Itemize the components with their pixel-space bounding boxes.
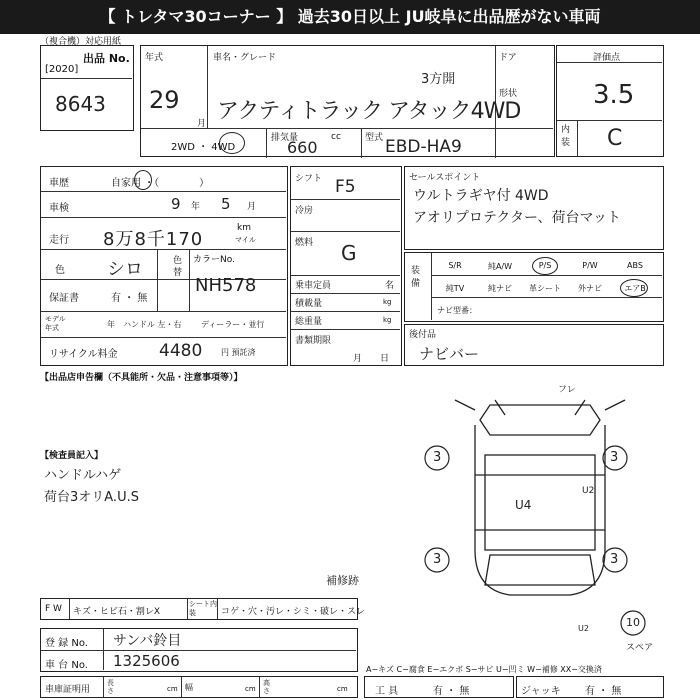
inspection-month-unit: 月 — [247, 202, 257, 212]
inspector-line1: ハンドルハゲ — [44, 468, 122, 483]
equip-navi: 純ナビ — [488, 284, 512, 293]
fw-label: F W — [45, 604, 62, 614]
tire-rear-right: 3 — [610, 552, 619, 567]
recycle-label: リサイクル料金 — [49, 349, 118, 360]
drive-label: 2WD ・ 4WD — [171, 142, 236, 153]
equip-leather: 革シート — [529, 284, 561, 293]
mid-info-box — [290, 166, 408, 366]
fw-row — [40, 598, 366, 620]
sales-point-label: セールスポイント — [409, 173, 481, 183]
equip-sr: S/R — [448, 261, 462, 270]
jack-value: 有 ・ 無 — [585, 686, 622, 697]
equip-power-window: P/W — [582, 261, 598, 270]
gross-unit: kg — [383, 316, 392, 324]
equip-alloy-wheel: 純A/W — [487, 262, 513, 271]
tire-front-left: 3 — [433, 450, 442, 465]
color-change-label: 色替 — [173, 256, 183, 278]
lot-year-tag: [2020] — [45, 64, 79, 75]
mileage-value: 8万8千170 — [103, 229, 204, 250]
inspector-line2: 荷台3オリA.U.S — [44, 490, 139, 505]
inspection-year-unit: 年 — [191, 202, 201, 212]
gross-label: 総重量 — [295, 317, 323, 327]
equip-airbag: エアB — [624, 284, 646, 293]
mileage-unit: km — [237, 223, 251, 233]
displacement-label: 排気量 — [271, 133, 299, 143]
model-value: EBD-HA9 — [385, 137, 462, 157]
fuel-label: 燃料 — [295, 238, 314, 248]
banner-title: 【 トレタマ30コーナー 】 過去30日以上 JU岐阜に出品歴がない車両 — [0, 0, 700, 34]
equip-abs: ABS — [627, 261, 643, 270]
year-value: 29 — [149, 86, 180, 114]
model-year-label: モデル年式 — [45, 315, 66, 332]
spare-label: スペア — [626, 643, 654, 653]
tire-rear-left: 3 — [433, 552, 442, 567]
diagram-right-mark: U2 — [582, 486, 595, 496]
month-mark: 月 — [197, 119, 207, 129]
interior-label: 内装 — [561, 125, 571, 148]
name-extra: 3方開 — [421, 72, 456, 87]
history-circle — [134, 170, 152, 190]
length-label: 長さ — [107, 679, 114, 695]
mileage-label: 走行 — [49, 235, 69, 246]
shift-value: F5 — [335, 177, 356, 197]
left-info-box — [40, 166, 288, 366]
handle-label: ハンドル 左・右 — [123, 320, 182, 329]
load-unit: kg — [383, 298, 392, 306]
drive-4wd-circle — [219, 132, 245, 154]
capacity-label: 乗車定員 — [295, 281, 332, 291]
displacement-unit: cc — [331, 132, 341, 142]
lot-number: 8643 — [55, 92, 106, 116]
aftermarket-box — [404, 324, 664, 366]
tools-value: 有 ・ 無 — [433, 686, 470, 697]
color-label: 色 — [55, 265, 65, 276]
inspection-label: 車検 — [49, 203, 69, 214]
fw-text: キズ・ヒビ石・割レX — [73, 607, 160, 617]
recycle-value: 4480 — [159, 341, 203, 361]
inspection-year: 9 — [171, 195, 181, 213]
equip-power-steering: P/S — [538, 261, 552, 270]
chassis-label: 車 台 No. — [45, 660, 88, 671]
width-label: 幅 — [185, 683, 193, 692]
height-unit: cm — [337, 685, 348, 693]
sales-point-line2: アオリプロテクター、荷台マット — [413, 210, 621, 226]
diagram-center-mark: U4 — [515, 498, 532, 512]
color-no-label: カラーNo. — [193, 255, 235, 265]
form-subnote: （複合機）対応用紙 — [40, 37, 122, 47]
diagram-front-mark: フレ — [558, 385, 576, 395]
height-label: 高さ — [263, 679, 270, 695]
tools-box — [364, 676, 514, 698]
jack-label: ジャッキ — [521, 686, 561, 697]
legend: A−キズ C−腐食 E−エクボ S−サビ U−凹ミ W−補修 XX−交換済 — [366, 665, 602, 674]
jack-box — [516, 676, 664, 698]
color-no-value: NH578 — [195, 275, 257, 296]
car-diagram — [415, 380, 665, 645]
equip-ps-circle — [532, 257, 558, 275]
warranty-label: 保証書 — [49, 293, 79, 304]
fuel-value: G — [341, 241, 357, 265]
doc-unit: 月日 — [353, 354, 408, 364]
tire-front-right: 3 — [610, 450, 619, 465]
declaration-label: 【出品店申告欄（不具能所・欠品・注意事項等）】 — [40, 373, 243, 383]
inspector-label: 【検査員記入】 — [40, 451, 104, 461]
history-value: 自家用 ・（ ） — [111, 178, 210, 189]
spare-mark: U2 — [578, 624, 589, 633]
header-box — [140, 45, 555, 157]
registration-box — [40, 628, 358, 672]
mileage-note: マイル — [235, 236, 256, 244]
ac-label: 冷房 — [295, 206, 314, 216]
shift-label: シフト — [295, 174, 323, 184]
equip-airbag-circle — [620, 279, 648, 297]
tools-label: 工 具 — [375, 686, 399, 697]
model-label: 型式 — [365, 133, 384, 143]
length-unit: cm — [167, 685, 178, 693]
capacity-unit: 名 — [385, 281, 395, 291]
diagram-bottom-note: 補修跡 — [326, 574, 359, 587]
dealer-label: ディーラー・並行 — [201, 320, 265, 329]
sales-point-line1: ウルトラギヤ付 4WD — [413, 188, 549, 204]
color-value: シロ — [107, 259, 143, 280]
shape-label: 形状 — [499, 89, 518, 99]
equipment-label: 装備 — [411, 266, 421, 289]
cert-label: 車庫証明用 — [45, 685, 91, 695]
lot-label: 出品 No. — [83, 52, 130, 65]
registration-value: サンバ鈴目 — [113, 633, 182, 649]
displacement-value: 660 — [287, 138, 318, 157]
navi-model-label: ナビ型番： — [437, 306, 477, 315]
seat-label: シート内装 — [189, 600, 217, 617]
door-label: ドア — [499, 53, 517, 63]
cert-box — [40, 676, 358, 698]
chassis-value: 1325606 — [113, 652, 180, 670]
aftermarket-label: 後付品 — [409, 330, 437, 340]
sales-point-box — [404, 166, 664, 250]
score-label: 評価点 — [593, 53, 621, 63]
history-label: 車歴 — [49, 178, 69, 189]
aftermarket-value: ナビバー — [419, 345, 480, 363]
equip-ext-navi: 外ナビ — [578, 284, 602, 293]
registration-label: 登 録 No. — [45, 638, 88, 649]
name-value: アクティトラック アタック4WD — [217, 99, 521, 124]
width-unit: cm — [245, 685, 256, 693]
load-label: 積載量 — [295, 299, 323, 309]
equip-tv: 純TV — [445, 284, 465, 293]
spare-value: 10 — [626, 616, 640, 629]
year-label: 年式 — [145, 53, 164, 63]
model-year-unit: 年 — [107, 320, 115, 329]
score-box — [556, 45, 664, 157]
seat-text: コゲ・穴・汚レ・シミ・破レ・スレ — [221, 607, 366, 617]
score-value: 3.5 — [593, 80, 635, 110]
interior-value: C — [607, 126, 623, 151]
doc-label: 書類期限 — [295, 336, 332, 346]
recycle-unit: 円 預託済 — [221, 348, 256, 357]
name-label: 車名・グレード — [213, 53, 277, 63]
equipment-box — [404, 252, 664, 322]
inspection-month: 5 — [221, 195, 231, 213]
lot-box — [40, 45, 134, 131]
warranty-value: 有 ・ 無 — [111, 293, 148, 304]
